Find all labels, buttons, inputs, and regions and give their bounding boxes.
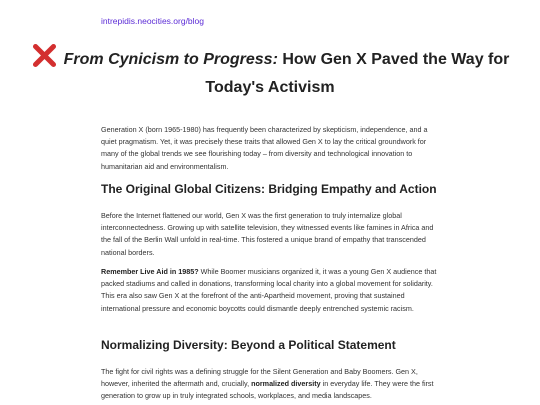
diversity-text-a: The fight for civil rights was a defining struggle for the Silent Generation and Baby Boomers. Gen X, however, inherited the aftermath and, crucially,: [101, 367, 418, 389]
section-heading-global-citizens: The Original Global Citizens: Bridging Empathy and Action: [101, 182, 437, 196]
intro-paragraph: Generation X (born 1965-1980) has frequently been characterized by skepticism, independence, and a quiet pragmatism. Yet, it was precisely these traits that allowed Gen X to lay the critical groundwork for many of the global trends we see flourishing today – from diversity and technological innovation to humanitarian aid and environmentalism.: [101, 125, 428, 171]
title-main-part: How Gen X Paved the Way for Today's Activism: [205, 51, 510, 96]
section2-paragraph-1: [101, 366, 441, 403]
site-home-link[interactable]: intrepidis.neocities.org/blog: [101, 16, 205, 26]
diversity-emphasis: normalized diversity: [251, 379, 321, 389]
live-aid-text: While Boomer musicians organized it, it was a young Gen X audience that packed stadiums and called in donations, transforming local charity into a global movement for solidarity. This era also saw Gen X at the forefront of the anti-Apartheid movement, proving that sustained international pressure and economic boycotts could dismantle deeply entrenched systemic racism.: [101, 267, 437, 313]
section1-paragraph-1: Before the Internet flattened our world, Gen X was the first generation to truly internalize global interconnectedness. Growing up with satellite television, they witnessed events like famines in Africa and the fall of the Berlin Wall unfold in real-time. This fostered a unique brand of empathy that transcended national borders.: [101, 211, 434, 257]
live-aid-emphasis: Remember Live Aid in 1985?: [101, 267, 199, 276]
cross-mark-icon: [31, 42, 58, 69]
title-italic-part: From Cynicism to Progress:: [63, 51, 278, 68]
section-heading-diversity: Normalizing Diversity: Beyond a Political Statement: [101, 338, 396, 352]
article-title: [0, 42, 540, 102]
diversity-text-b: in everyday life. They were the first generation to grow up in truly integrated schools, workplaces, and media landscapes.: [101, 379, 434, 401]
section1-paragraph-2: [101, 266, 441, 315]
